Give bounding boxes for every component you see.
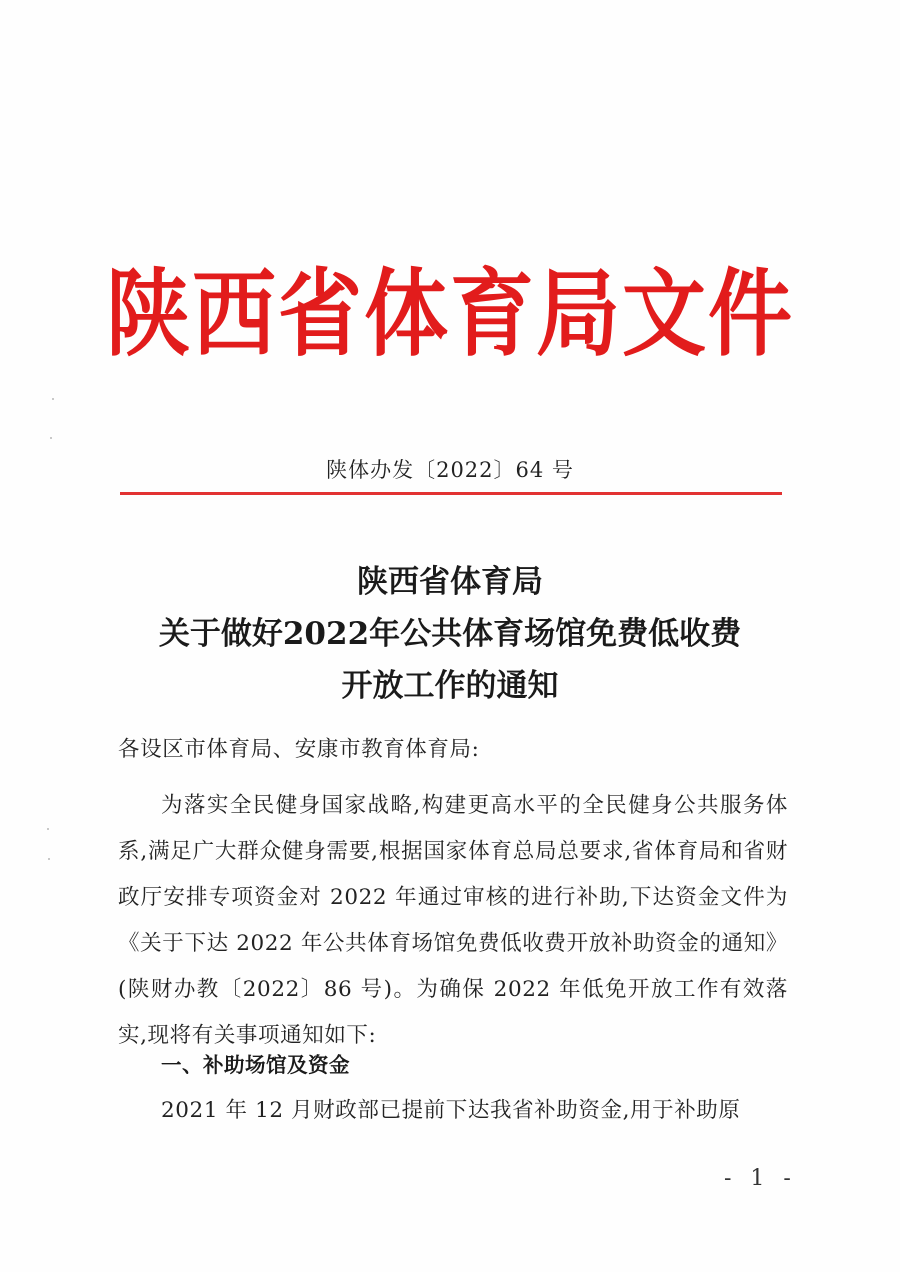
document-number: 陕体办发〔2022〕64 号 xyxy=(326,458,574,482)
page-number: - 1 - xyxy=(724,1166,797,1191)
title-line-3: 开放工作的通知 xyxy=(341,668,559,704)
title-line-1: 陕西省体育局 xyxy=(357,564,543,600)
document-masthead: 陕西省体育局文件 xyxy=(105,259,794,369)
document-title xyxy=(0,556,900,712)
scan-speck xyxy=(52,398,54,400)
red-divider-line xyxy=(120,492,782,495)
body-paragraph-2: 2021 年 12 月财政部已提前下达我省补助资金,用于补助原 xyxy=(161,1098,741,1123)
title-line-2: 关于做好2022年公共体育场馆免费低收费 xyxy=(158,616,742,652)
body-paragraph-1: 为落实全民健身国家战略,构建更高水平的全民健身公共服务体系,满足广大群众健身需要,根据国家体育总局总要求,省体育局和省财政厅安排专项资金对 2022 年通过审核的进行补助,下达资金文件为《关于下达 2022 年公共体育场馆免费低收费开放补助资金的通知》(陕财办教〔2022〕86 号)。为确保 2022 年低免开放工作有效落实,现将有关事项通知如下: xyxy=(118,793,788,1048)
section-heading-1: 一、补助场馆及资金 xyxy=(161,1053,350,1077)
salutation: 各设区市体育局、安康市教育体育局: xyxy=(118,737,480,762)
scan-speck xyxy=(47,828,49,830)
scan-speck xyxy=(48,858,50,860)
scan-speck xyxy=(50,437,52,439)
